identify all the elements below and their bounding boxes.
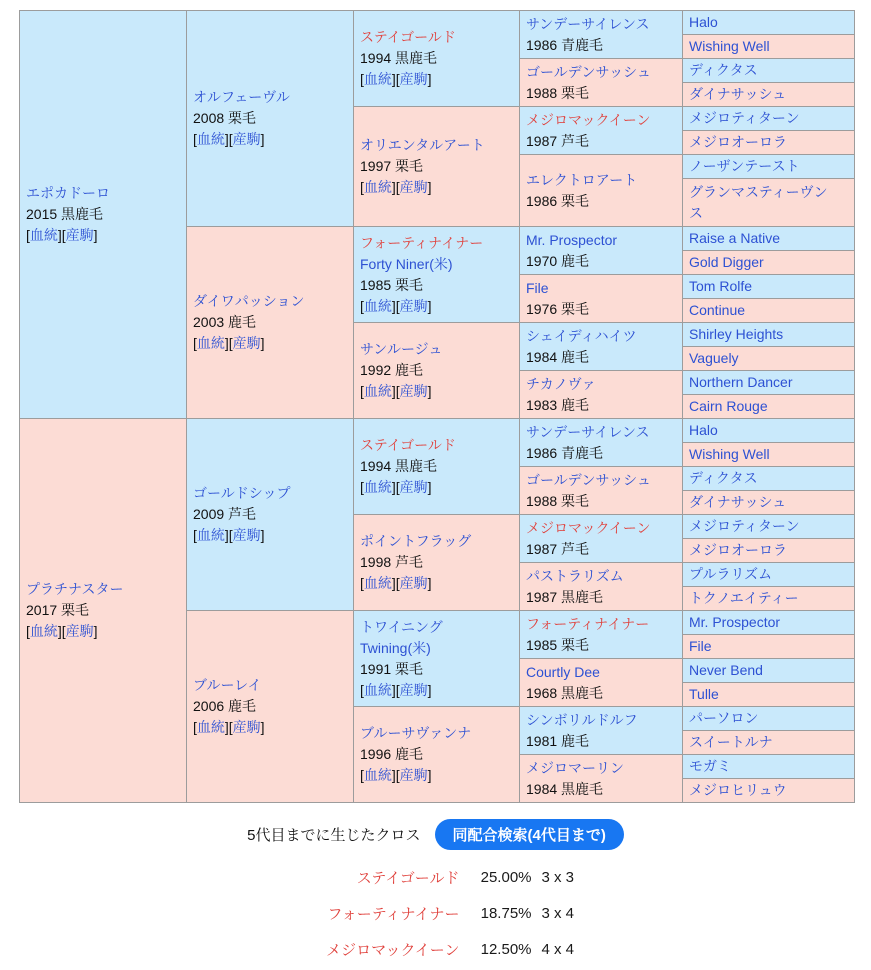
horse-name-link[interactable]: Wishing Well <box>689 38 770 54</box>
pedigree-row <box>20 419 855 443</box>
pedigree-cell <box>683 251 855 275</box>
horse-name-link[interactable]: オリエンタルアート <box>360 137 485 153</box>
horse-name-link[interactable]: スイートルナ <box>689 734 773 750</box>
horse-name-link[interactable]: File <box>689 638 712 654</box>
pedigree-cell <box>683 323 855 347</box>
horse-name-link[interactable]: ゴールデンサッシュ <box>526 63 651 80</box>
horse-name-link[interactable]: Continue <box>689 302 746 318</box>
pedigree-cell <box>683 299 855 323</box>
cross-row <box>0 859 871 895</box>
birth-year-coat: 1994 黒鹿毛 <box>360 50 438 66</box>
horse-name-link[interactable]: シンボリルドルフ <box>526 711 638 728</box>
offspring-link[interactable]: 産駒 <box>399 71 428 87</box>
horse-name-link[interactable]: Wishing Well <box>689 446 770 462</box>
pedigree-cell <box>354 515 520 611</box>
birth-year-coat: 1970 鹿毛 <box>526 252 590 269</box>
pedigree-cell <box>520 11 683 59</box>
detail-links: [血統][産駒] <box>360 383 432 399</box>
pedigree-cell <box>683 179 855 227</box>
cross-percent: 18.75% <box>480 904 532 922</box>
offspring-link[interactable]: 産駒 <box>65 623 94 639</box>
pedigree-cell <box>683 491 855 515</box>
horse-name-link[interactable]: Mr. Prospector <box>526 231 618 248</box>
blood-link[interactable]: 血統 <box>363 479 392 495</box>
birth-year-coat: 2009 芦毛 <box>193 506 257 522</box>
birth-year-coat: 1983 鹿毛 <box>526 396 590 413</box>
cross-horse-name-link[interactable]: メジロマックイーン <box>326 941 460 959</box>
cross-percent: 12.50% <box>480 940 532 958</box>
birth-year-coat: 1981 鹿毛 <box>526 732 590 749</box>
birth-year-coat: 2006 鹿毛 <box>193 698 257 714</box>
horse-name-link[interactable]: サンルージュ <box>360 341 443 357</box>
detail-links: [血統][産駒] <box>360 479 432 495</box>
blood-link[interactable]: 血統 <box>29 227 58 243</box>
pedigree-cell <box>683 83 855 107</box>
pedigree-cell <box>683 707 855 731</box>
cross-row <box>0 931 871 967</box>
horse-name-link[interactable]: ゴールドシップ <box>193 485 291 501</box>
detail-links: [血統][産駒] <box>193 131 265 147</box>
cross-generations: 3 x 4 <box>541 904 575 922</box>
horse-name-link[interactable]: メジロマックイーン <box>526 111 651 128</box>
pedigree-cell <box>354 227 520 323</box>
horse-name-link[interactable]: エレクトロアート <box>526 171 638 188</box>
same-mating-search-button[interactable]: 同配合検索(4代目まで) <box>435 819 624 850</box>
pedigree-cell <box>520 419 683 467</box>
pedigree-cell <box>683 755 855 779</box>
horse-name-link[interactable]: Tom Rolfe <box>689 278 753 294</box>
horse-name-link[interactable]: グランマスティーヴンス <box>689 183 828 221</box>
detail-links: [血統][産駒] <box>193 719 265 735</box>
pedigree-cell <box>354 707 520 803</box>
horse-name-link[interactable]: ポイントフラッグ <box>360 533 472 549</box>
offspring-link[interactable]: 産駒 <box>399 297 428 314</box>
horse-name-link[interactable]: ダイナサッシュ <box>689 86 787 102</box>
horse-name-link[interactable]: Northern Dancer <box>689 374 793 390</box>
pedigree-cell <box>520 659 683 707</box>
pedigree-cell <box>520 515 683 563</box>
detail-links: [血統][産駒] <box>360 179 432 195</box>
detail-links: [血統][産駒] <box>193 335 265 351</box>
pedigree-cell <box>520 707 683 755</box>
birth-year-coat: 1986 栗毛 <box>526 192 590 209</box>
birth-year-coat: 1985 栗毛 <box>360 276 424 293</box>
horse-name-link[interactable]: プルラリズム <box>689 566 773 582</box>
horse-name-link[interactable]: メジロティターン <box>689 110 800 126</box>
pedigree-cell <box>187 227 354 419</box>
blood-link[interactable]: 血統 <box>196 527 225 543</box>
horse-name-link[interactable]: ブルーレイ <box>193 677 262 693</box>
pedigree-cell <box>683 11 855 35</box>
pedigree-row <box>20 11 855 35</box>
blood-link[interactable]: 血統 <box>196 335 225 351</box>
cross-horse-name-link[interactable]: ステイゴールド <box>356 869 460 887</box>
birth-year-coat: 2003 鹿毛 <box>193 314 257 330</box>
horse-name-link[interactable]: Raise a Native <box>689 230 781 246</box>
birth-year-coat: 1984 黒鹿毛 <box>526 780 604 797</box>
horse-name-link[interactable]: Cairn Rouge <box>689 398 768 414</box>
detail-links: [血統][産駒] <box>360 681 432 698</box>
detail-links: [血統][産駒] <box>26 227 98 243</box>
cross-list <box>0 859 871 967</box>
cross-section-label: 5代目までに生じたクロス <box>247 826 421 844</box>
pedigree-cell <box>354 11 520 107</box>
horse-name-link[interactable]: ダイナサッシュ <box>689 494 787 510</box>
blood-link[interactable]: 血統 <box>363 179 392 195</box>
pedigree-table-body <box>20 11 855 803</box>
pedigree-cell <box>683 419 855 443</box>
pedigree-cell <box>187 11 354 227</box>
pedigree-cell <box>520 155 683 227</box>
pedigree-cell <box>354 611 520 707</box>
pedigree-cell <box>520 275 683 323</box>
blood-link[interactable]: 血統 <box>196 719 225 735</box>
horse-name-link[interactable]: Halo <box>689 422 718 438</box>
birth-year-coat: 1994 黒鹿毛 <box>360 458 438 474</box>
horse-name-link[interactable]: オルフェーヴル <box>193 89 290 105</box>
horse-name-link[interactable]: ステイゴールド <box>360 437 456 453</box>
pedigree-cell <box>683 227 855 251</box>
birth-year-coat: 2017 栗毛 <box>26 602 90 618</box>
pedigree-cell <box>683 467 855 491</box>
offspring-link[interactable]: 産駒 <box>399 681 428 698</box>
pedigree-cell <box>520 467 683 515</box>
offspring-link[interactable]: 産駒 <box>399 479 428 495</box>
horse-name-link[interactable]: Vaguely <box>689 350 739 366</box>
horse-name-link[interactable]: メジロティターン <box>689 518 800 534</box>
birth-year-coat: 1968 黒鹿毛 <box>526 684 604 701</box>
detail-links: [血統][産駒] <box>360 575 432 591</box>
horse-name-link[interactable]: ノーザンテースト <box>689 158 800 174</box>
horse-name-link[interactable]: ディクタス <box>689 470 758 486</box>
pedigree-cell <box>683 131 855 155</box>
pedigree-cell <box>354 419 520 515</box>
pedigree-cell <box>683 155 855 179</box>
pedigree-cell <box>520 323 683 371</box>
horse-name-link[interactable]: フォーティナイナー <box>526 615 650 632</box>
horse-name-link[interactable]: Gold Digger <box>689 254 764 270</box>
horse-name-link[interactable]: Mr. Prospector <box>689 614 781 630</box>
blood-link[interactable]: 血統 <box>196 131 225 147</box>
birth-year-coat: 1986 青鹿毛 <box>526 36 604 53</box>
blood-link[interactable]: 血統 <box>363 575 392 591</box>
birth-year-coat: 1996 鹿毛 <box>360 746 424 762</box>
horse-english-name-link[interactable]: Twining(米) <box>360 639 431 656</box>
offspring-link[interactable]: 産駒 <box>232 335 261 351</box>
horse-name-link[interactable]: パーソロン <box>689 710 759 726</box>
pedigree-cell <box>187 611 354 803</box>
pedigree-cell <box>520 611 683 659</box>
offspring-link[interactable]: 産駒 <box>232 719 261 735</box>
detail-links: [血統][産駒] <box>193 527 265 543</box>
pedigree-cell <box>683 443 855 467</box>
pedigree-cell <box>683 371 855 395</box>
pedigree-cell <box>20 11 187 419</box>
offspring-link[interactable]: 産駒 <box>65 227 94 243</box>
horse-name-link[interactable]: ブルーサヴァンナ <box>360 725 472 741</box>
offspring-link[interactable]: 産駒 <box>232 527 261 543</box>
pedigree-cell <box>520 59 683 107</box>
horse-name-link[interactable]: サンデーサイレンス <box>526 423 650 440</box>
cross-generations: 4 x 4 <box>541 940 575 958</box>
birth-year-coat: 2008 栗毛 <box>193 110 257 126</box>
pedigree-cell <box>520 227 683 275</box>
blood-link[interactable]: 血統 <box>29 623 58 639</box>
birth-year-coat: 1987 黒鹿毛 <box>526 588 604 605</box>
horse-name-link[interactable]: メジロオーロラ <box>689 542 787 558</box>
horse-name-link[interactable]: フォーティナイナー <box>360 234 484 251</box>
pedigree-cell <box>683 563 855 587</box>
horse-name-link[interactable]: ディクタス <box>689 62 758 78</box>
blood-link[interactable]: 血統 <box>363 383 392 399</box>
birth-year-coat: 1992 鹿毛 <box>360 362 424 378</box>
offspring-link[interactable]: 産駒 <box>232 131 261 147</box>
offspring-link[interactable]: 産駒 <box>399 575 428 591</box>
pedigree-cell <box>683 779 855 803</box>
birth-year-coat: 1984 鹿毛 <box>526 348 590 365</box>
horse-name-link[interactable]: ステイゴールド <box>360 29 456 45</box>
detail-links: [血統][産駒] <box>360 767 432 783</box>
offspring-link[interactable]: 産駒 <box>399 179 428 195</box>
horse-name-link[interactable]: モガミ <box>689 758 731 774</box>
pedigree-cell <box>520 755 683 803</box>
pedigree-cell <box>683 347 855 371</box>
cross-section-header <box>0 819 871 849</box>
birth-year-coat: 1987 芦毛 <box>526 540 590 557</box>
pedigree-cell <box>683 107 855 131</box>
birth-year-coat: 1987 芦毛 <box>526 132 590 149</box>
pedigree-cell <box>683 395 855 419</box>
cross-generations: 3 x 3 <box>541 868 575 886</box>
pedigree-cell <box>683 275 855 299</box>
pedigree-cell <box>187 419 354 611</box>
pedigree-cell <box>683 539 855 563</box>
birth-year-coat: 1991 栗毛 <box>360 660 424 677</box>
horse-english-name-link[interactable]: Forty Niner(米) <box>360 255 453 272</box>
blood-link[interactable]: 血統 <box>363 297 392 314</box>
pedigree-cell <box>20 419 187 803</box>
horse-name-link[interactable]: エポカドーロ <box>26 185 110 201</box>
horse-name-link[interactable]: トワイニング <box>360 618 443 635</box>
offspring-link[interactable]: 産駒 <box>399 767 428 783</box>
birth-year-coat: 1988 栗毛 <box>526 84 590 101</box>
cross-horse-name-link[interactable]: フォーティナイナー <box>327 905 460 923</box>
horse-name-link[interactable]: メジロマックイーン <box>526 519 651 536</box>
horse-name-link[interactable]: メジロオーロラ <box>689 134 787 150</box>
birth-year-coat: 1988 栗毛 <box>526 492 590 509</box>
pedigree-cell <box>683 35 855 59</box>
offspring-link[interactable]: 産駒 <box>399 383 428 399</box>
pedigree-cell <box>683 59 855 83</box>
pedigree-cell <box>520 371 683 419</box>
horse-name-link[interactable]: サンデーサイレンス <box>526 15 650 32</box>
horse-name-link[interactable]: File <box>526 279 549 296</box>
horse-name-link[interactable]: Never Bend <box>689 662 763 678</box>
horse-name-link[interactable]: Tulle <box>689 686 719 702</box>
blood-link[interactable]: 血統 <box>363 681 392 698</box>
horse-name-link[interactable]: チカノヴァ <box>526 375 596 392</box>
pedigree-cell <box>520 107 683 155</box>
pedigree-cell <box>683 659 855 683</box>
pedigree-cell <box>683 587 855 611</box>
cross-percent: 25.00% <box>480 868 532 886</box>
blood-link[interactable]: 血統 <box>363 767 392 783</box>
pedigree-cell <box>354 107 520 227</box>
horse-name-link[interactable]: Halo <box>689 14 718 30</box>
pedigree-cell <box>683 731 855 755</box>
pedigree-cell <box>520 563 683 611</box>
pedigree-cell <box>683 683 855 707</box>
detail-links: [血統][産駒] <box>360 297 432 314</box>
horse-name-link[interactable]: パストラリズム <box>526 567 624 584</box>
pedigree-cell <box>354 323 520 419</box>
birth-year-coat: 2015 黒鹿毛 <box>26 206 104 222</box>
horse-name-link[interactable]: メジロヒリュウ <box>689 782 787 798</box>
horse-name-link[interactable]: トクノエイティー <box>689 590 799 606</box>
birth-year-coat: 1985 栗毛 <box>526 636 590 653</box>
pedigree-table <box>19 10 855 803</box>
horse-name-link[interactable]: メジロマーリン <box>526 759 624 776</box>
pedigree-cell <box>683 611 855 635</box>
birth-year-coat: 1998 芦毛 <box>360 554 424 570</box>
blood-link[interactable]: 血統 <box>363 71 392 87</box>
detail-links: [血統][産駒] <box>360 71 432 87</box>
birth-year-coat: 1986 青鹿毛 <box>526 444 604 461</box>
pedigree-cell <box>683 635 855 659</box>
birth-year-coat: 1997 栗毛 <box>360 158 424 174</box>
cross-row <box>0 895 871 931</box>
horse-name-link[interactable]: シェイディハイツ <box>526 327 637 344</box>
horse-name-link[interactable]: Shirley Heights <box>689 326 784 342</box>
pedigree-cell <box>683 515 855 539</box>
horse-name-link[interactable]: プラチナスター <box>26 581 124 597</box>
horse-name-link[interactable]: Courtly Dee <box>526 663 600 680</box>
detail-links: [血統][産駒] <box>26 623 98 639</box>
horse-name-link[interactable]: ゴールデンサッシュ <box>526 471 651 488</box>
birth-year-coat: 1976 栗毛 <box>526 300 590 317</box>
horse-name-link[interactable]: ダイワパッション <box>193 293 305 309</box>
